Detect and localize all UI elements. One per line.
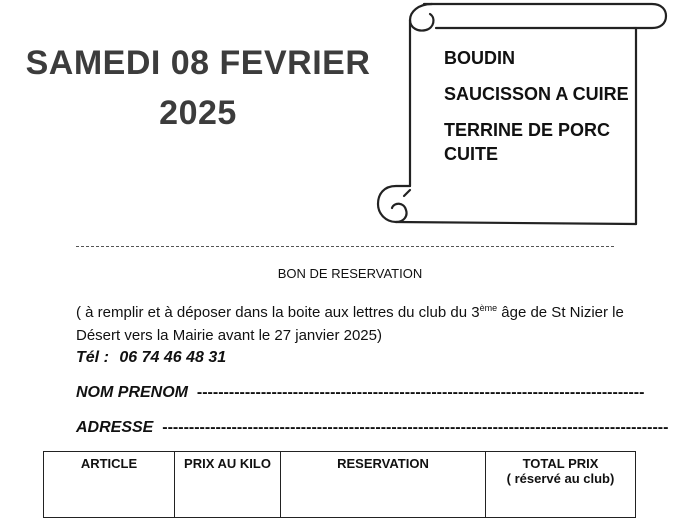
address-field-dotted-line[interactable]: ----------------------------------------------------------------------------------------------- <box>157 419 669 436</box>
name-field-dotted-line[interactable]: ------------------------------------------------------------------------------------ <box>192 384 645 401</box>
column-header-sublabel: ( réservé au club) <box>506 471 615 486</box>
address-field[interactable] <box>76 419 669 437</box>
name-field-label: NOM PRENOM <box>76 384 188 401</box>
phone-line <box>76 349 226 367</box>
column-header-prix-au-kilo <box>175 452 281 518</box>
event-date-line2: 2025 <box>159 94 237 132</box>
column-header-label: TOTAL PRIX <box>522 456 599 471</box>
column-header-article <box>44 452 175 518</box>
product-item: SAUCISSON A CUIRE <box>444 84 629 104</box>
table-header-row <box>44 452 636 518</box>
reservation-form-title: BON DE RESERVATION <box>277 266 423 281</box>
event-date-line1: SAMEDI 08 FEVRIER <box>25 44 371 82</box>
instructions-text <box>76 297 636 347</box>
address-field-label: ADRESSE <box>76 419 154 436</box>
column-header-total-prix <box>486 452 636 518</box>
column-header-label: RESERVATION <box>337 456 429 471</box>
column-header-label: PRIX AU KILO <box>184 456 271 471</box>
product-item: BOUDIN <box>444 48 515 68</box>
name-field[interactable] <box>76 384 645 402</box>
column-header-label: ARTICLE <box>80 456 138 471</box>
product-list <box>444 46 644 178</box>
order-table <box>43 451 636 518</box>
instructions-part2: âge de St Nizier le Désert vers la Mairie avant le 27 janvier 2025) <box>76 304 624 344</box>
instructions-superscript: ème <box>479 303 498 313</box>
cut-line-divider <box>76 246 614 247</box>
column-header-reservation <box>281 452 486 518</box>
phone-label: Tél : <box>76 349 109 366</box>
product-item: TERRINE DE PORC CUITE <box>444 120 611 164</box>
instructions-part1: ( à remplir et à déposer dans la boite aux lettres du club du 3 <box>76 304 480 321</box>
phone-number: 06 74 46 48 31 <box>119 349 227 366</box>
